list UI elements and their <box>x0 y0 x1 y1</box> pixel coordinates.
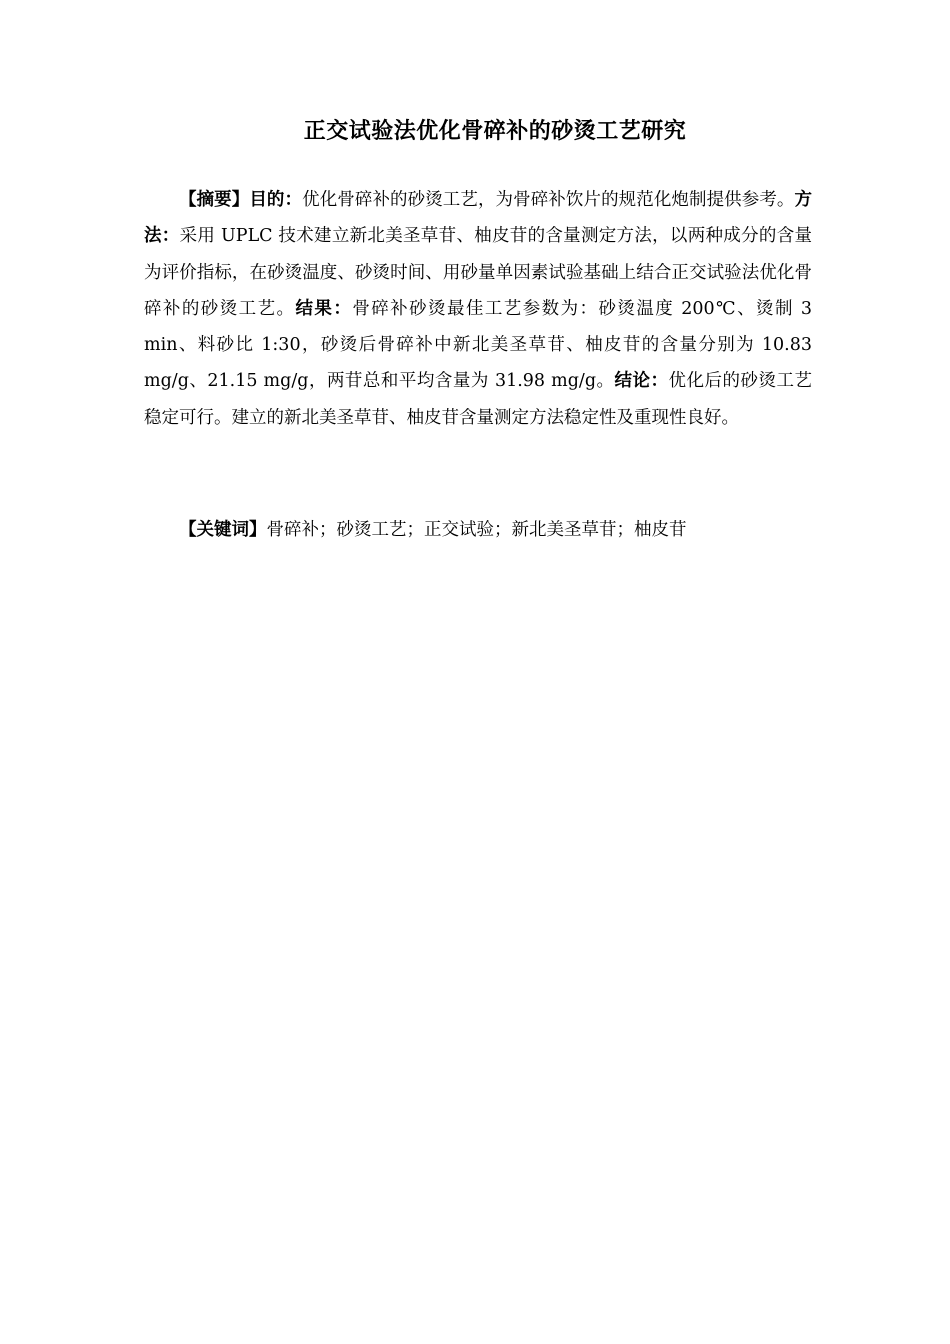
keywords-paragraph <box>144 512 812 548</box>
conclusion-label: 结论： <box>614 371 669 392</box>
keywords-label: 【关键词】 <box>179 520 267 540</box>
method-text: 采用 UPLC 技术建立新北美圣草苷、柚皮苷的含量测定方法，以两种成分的含量为评价指标，在砂烫温度、砂烫时间、用砂量单因素试验基础上结合正交试验法优化骨碎补的砂烫工艺。 <box>144 226 812 319</box>
abstract-label: 【摘要】 <box>179 190 250 210</box>
abstract-paragraph <box>144 182 812 436</box>
paper-title: 正交试验法优化骨碎补的砂烫工艺研究 <box>303 119 687 144</box>
result-text: 骨碎补砂烫最佳工艺参数为：砂烫温度 200℃、烫制 3 min、料砂比 1:30，砂烫后骨碎补中新北美圣草苷、柚皮苷的含量分别为 10.83 mg/g、21.15 mg/g，两苷总和平均含量为 31.98 mg/g。 <box>144 298 813 392</box>
conclusion-text: 优化后的砂烫工艺稳定可行。建立的新北美圣草苷、柚皮苷含量测定方法稳定性及重现性良好。 <box>144 371 813 428</box>
objective-text: 优化骨碎补的砂烫工艺，为骨碎补饮片的规范化炮制提供参考。 <box>302 190 795 210</box>
method-label: 方法： <box>144 190 813 247</box>
objective-label: 目的： <box>249 190 303 210</box>
result-label: 结果： <box>295 298 353 319</box>
keywords-text: 骨碎补；砂烫工艺；正交试验；新北美圣草苷；柚皮苷 <box>266 520 687 540</box>
